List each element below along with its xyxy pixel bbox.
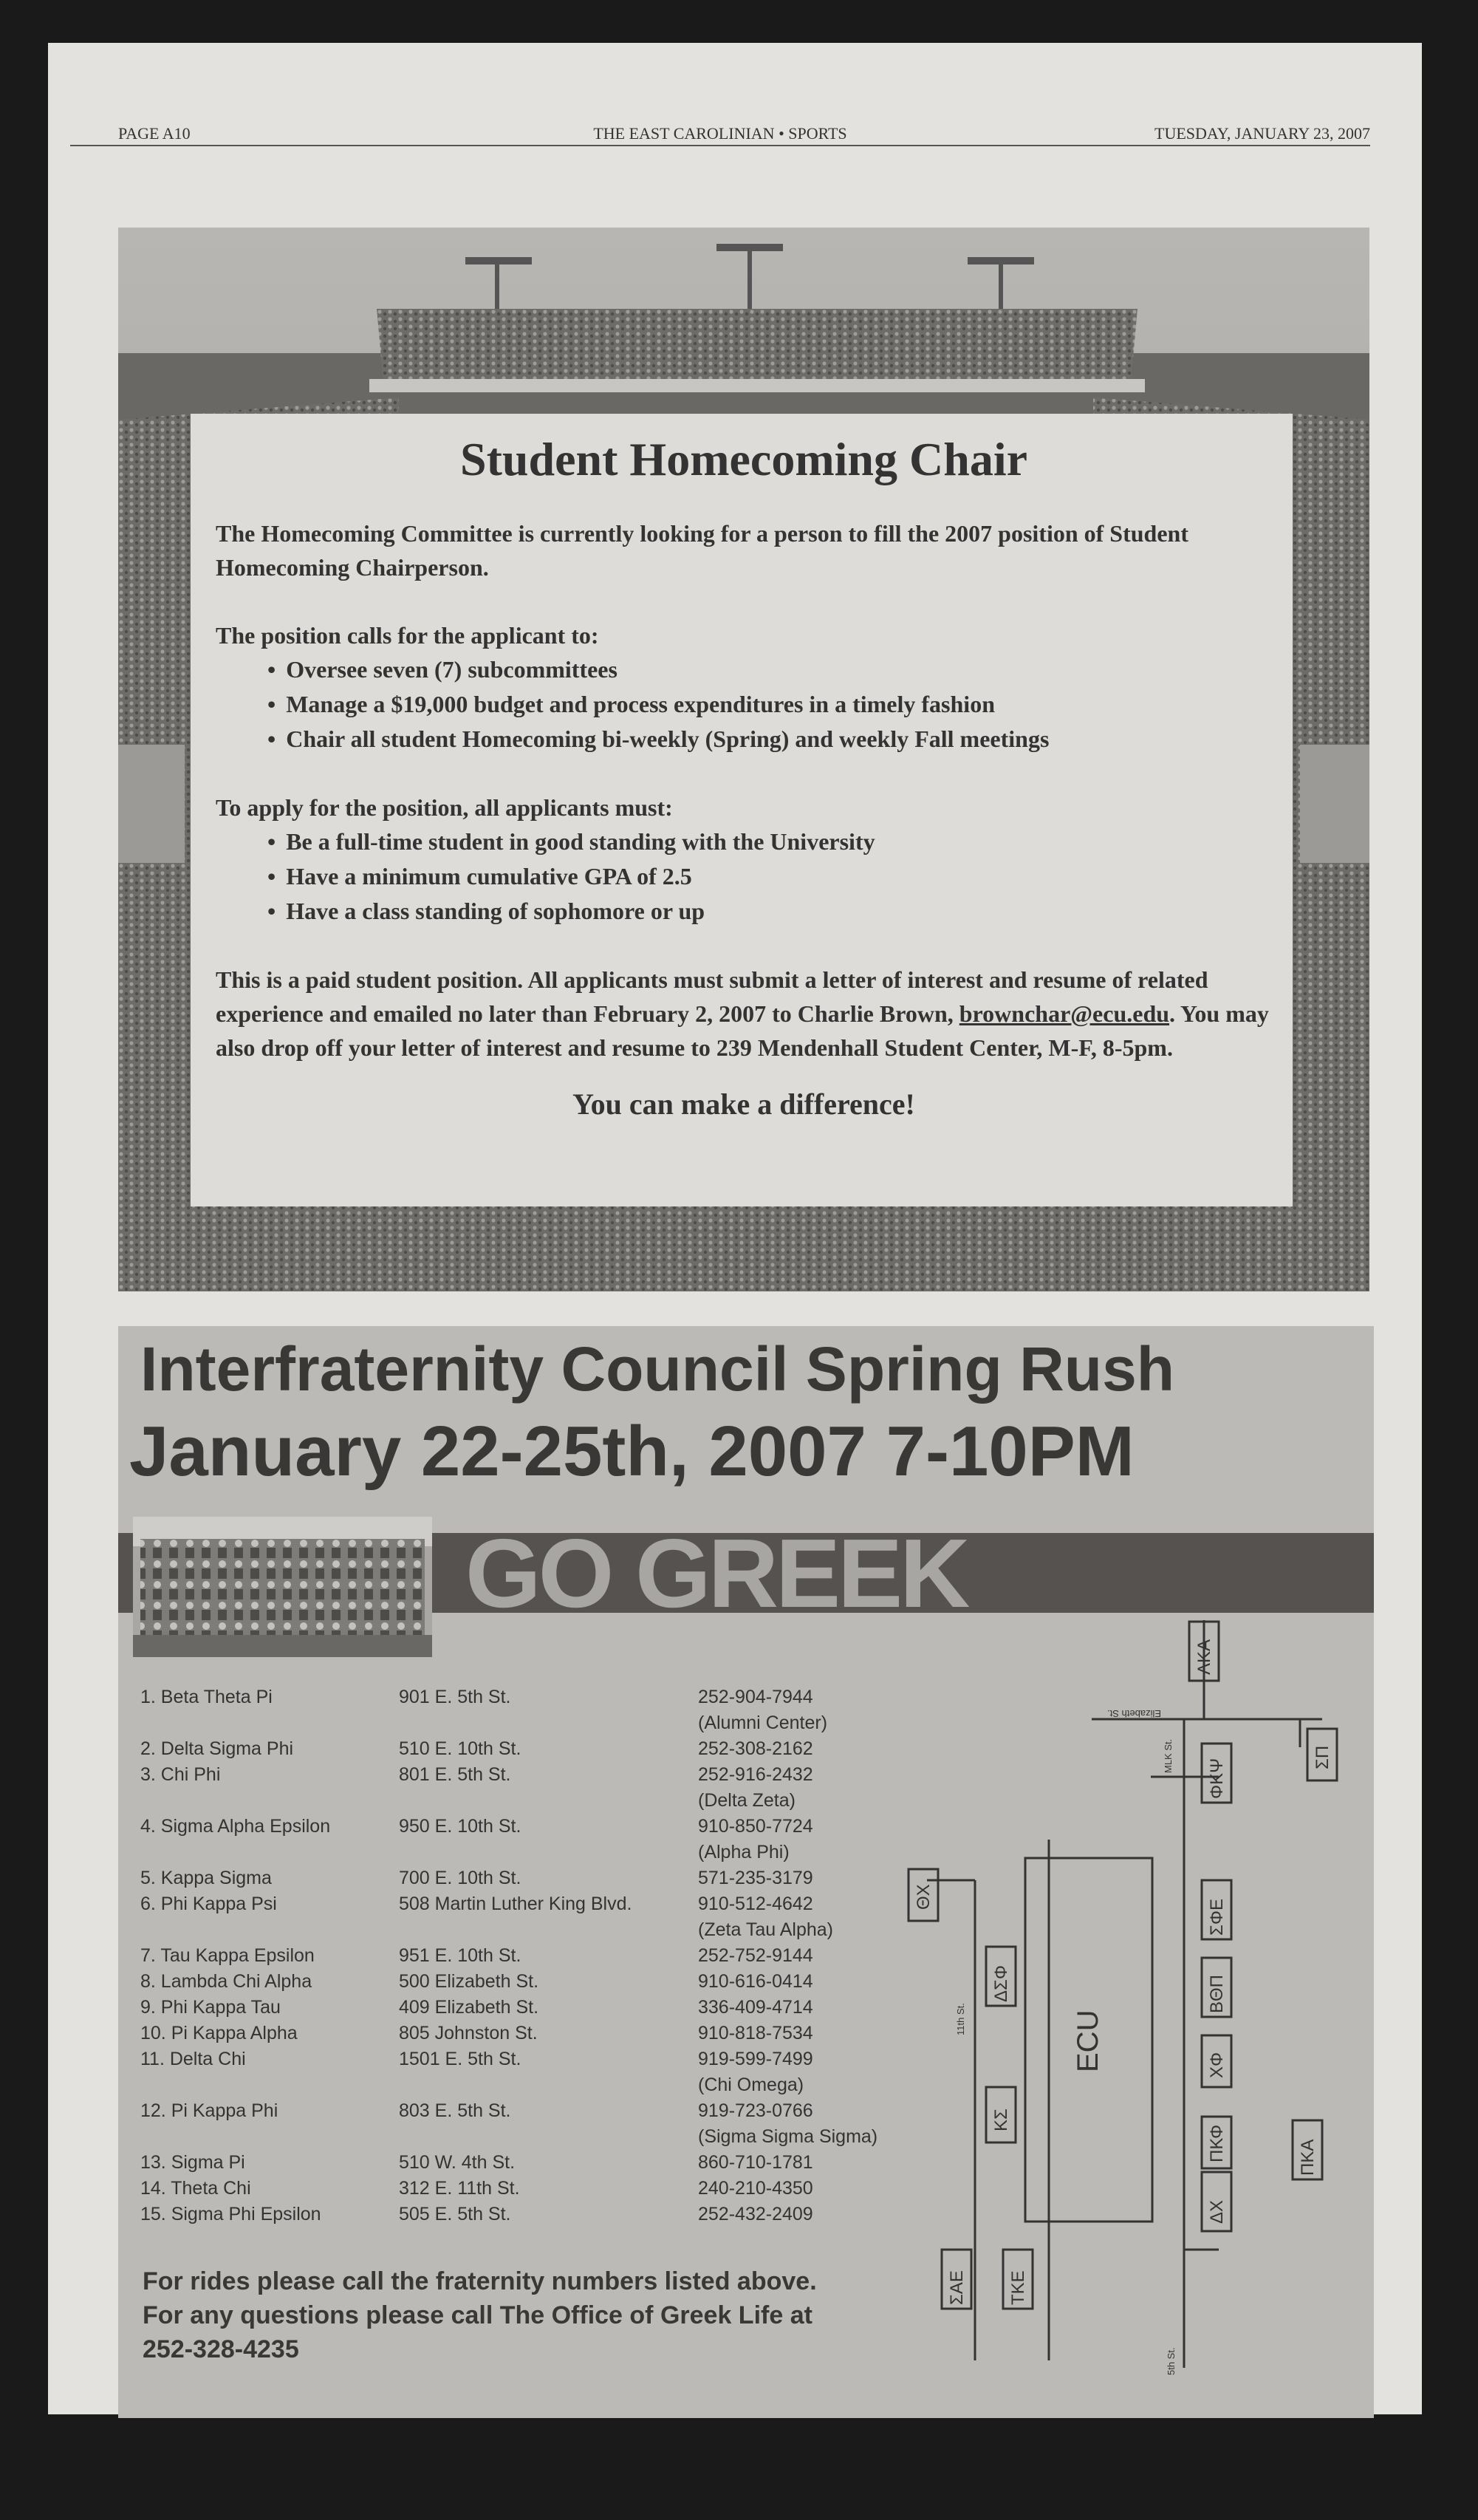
group-photo (133, 1517, 432, 1657)
house-label: ΒΘΠ (1207, 1974, 1227, 2013)
street-label: 5th St. (1166, 2347, 1177, 2375)
fraternity-address: 801 E. 5th St. (399, 1764, 511, 1785)
house-label: ΦΚΨ (1207, 1758, 1227, 1799)
fraternity-address: 803 E. 5th St. (399, 2100, 511, 2121)
street-label: Elizabeth St. (1107, 1708, 1161, 1719)
fraternity-phone: 919-723-0766 (698, 2100, 813, 2121)
apply-text: This is a paid student position. All applicants must submit a letter of interest and resume of related experience and emailed no later than February 2, 2007 to Charlie Brown, (216, 966, 1208, 1027)
fraternity-name: 7. Tau Kappa Epsilon (140, 1945, 315, 1966)
fraternity-phone: 910-512-4642 (698, 1894, 813, 1914)
fraternity-address: 510 E. 10th St. (399, 1738, 521, 1759)
apply-text-continued: . You may also drop off your letter of interest and resume to 239 Mendenhall Student Center, M-F, 8-5pm. (216, 1000, 1269, 1061)
fraternity-name: 14. Theta Chi (140, 2178, 251, 2199)
ad-intro: The Homecoming Committee is currently looking for a person to fill the 2007 position of Student Homecoming Chairperson. (216, 520, 1188, 581)
fraternity-address: 950 E. 10th St. (399, 1816, 521, 1837)
house-label: ΠΚΑ (1298, 2139, 1318, 2176)
duty-item: • Chair all student Homecoming bi-weekly (Spring) and weekly Fall meetings (267, 722, 1272, 757)
rush-dates: January 22-25th, 2007 7-10PM (129, 1412, 1135, 1491)
fraternity-note: (Sigma Sigma Sigma) (698, 2126, 878, 2147)
ad-title: Student Homecoming Chair (460, 433, 1027, 485)
page-number: PAGE A10 (118, 124, 191, 143)
fraternity-note: (Zeta Tau Alpha) (698, 1919, 833, 1940)
rush-footer (143, 2264, 817, 2366)
requirements-list (216, 824, 1272, 929)
duties-list (216, 652, 1272, 757)
greek-life-phone: 252-328-4235 (143, 2335, 299, 2363)
fraternity-phone: 910-818-7534 (698, 2023, 813, 2043)
fraternity-note: (Alumni Center) (698, 1713, 828, 1733)
house-label: ΣΦΕ (1207, 1899, 1227, 1936)
fraternity-name: 13. Sigma Pi (140, 2152, 245, 2173)
fraternity-phone: 860-710-1781 (698, 2152, 813, 2173)
fraternity-phone: 252-432-2409 (698, 2204, 813, 2224)
fraternity-name: 2. Delta Sigma Phi (140, 1738, 294, 1759)
fraternity-name: 8. Lambda Chi Alpha (140, 1971, 312, 1992)
fraternity-address: 409 Elizabeth St. (399, 1997, 539, 2018)
fraternity-phone: 919-599-7499 (698, 2049, 813, 2069)
house-label: ΘΧ (914, 1884, 934, 1910)
house-label: ΔΣΦ (991, 1964, 1011, 2002)
campus-map (894, 1614, 1366, 2375)
fraternity-address: 1501 E. 5th St. (399, 2049, 521, 2069)
duty-item: • Oversee seven (7) subcommittees (267, 652, 1272, 687)
footer-line: For any questions please call The Office of Greek Life at (143, 2301, 812, 2329)
fraternity-list (140, 1687, 879, 2248)
publication-name: THE EAST CAROLINIAN • SPORTS (593, 124, 847, 143)
duties-heading: The position calls for the applicant to: (216, 622, 599, 649)
fraternity-phone: 240-210-4350 (698, 2178, 813, 2199)
requirements-heading: To apply for the position, all applicants must: (216, 794, 673, 821)
ad-closing: You can make a difference! (572, 1087, 915, 1121)
fraternity-phone: 910-850-7724 (698, 1816, 813, 1837)
fraternity-address: 508 Martin Luther King Blvd. (399, 1894, 632, 1914)
fraternity-address: 951 E. 10th St. (399, 1945, 521, 1966)
fraternity-address: 505 E. 5th St. (399, 2204, 511, 2224)
fraternity-address: 510 W. 4th St. (399, 2152, 516, 2173)
fraternity-name: 1. Beta Theta Pi (140, 1687, 273, 1707)
fraternity-address: 700 E. 10th St. (399, 1868, 521, 1888)
fraternity-name: 15. Sigma Phi Epsilon (140, 2204, 321, 2224)
fraternity-phone: 252-916-2432 (698, 1764, 813, 1785)
fraternity-phone: 910-616-0414 (698, 1971, 813, 1992)
fraternity-name: 10. Pi Kappa Alpha (140, 2023, 298, 2043)
house-label: ΤΚΕ (1008, 2270, 1028, 2305)
fraternity-note: (Chi Omega) (698, 2075, 804, 2095)
house-label: ΔΧ (1207, 2199, 1227, 2224)
requirement-item: • Have a class standing of sophomore or up (267, 894, 1272, 929)
house-label: ΠΚΦ (1207, 2124, 1227, 2162)
campus-label: ECU (1072, 2009, 1104, 2072)
fraternity-address: 901 E. 5th St. (399, 1687, 511, 1707)
issue-date: TUESDAY, JANUARY 23, 2007 (1154, 124, 1370, 143)
contact-email-link[interactable]: brownchar@ecu.edu (959, 1000, 1170, 1027)
house-label: ΧΦ (1207, 2052, 1227, 2078)
fraternity-phone: 336-409-4714 (698, 1997, 813, 2018)
rush-title: Interfraternity Council Spring Rush (140, 1334, 1175, 1404)
fraternity-name: 3. Chi Phi (140, 1764, 221, 1785)
duty-item: • Manage a $19,000 budget and process expenditures in a timely fashion (267, 687, 1272, 722)
house-label: ΛΚΑ (1194, 1639, 1214, 1675)
house-label: ΚΣ (991, 2108, 1011, 2131)
apply-instructions (216, 963, 1272, 1065)
fraternity-name: 5. Kappa Sigma (140, 1868, 272, 1888)
house-label: ΣΑΕ (947, 2270, 967, 2305)
fraternity-address: 805 Johnston St. (399, 2023, 538, 2043)
homecoming-ad-text (216, 432, 1272, 1121)
go-greek-banner: GO GREEK (465, 1519, 968, 1628)
fraternity-note: (Alpha Phi) (698, 1842, 790, 1862)
fraternity-name: 12. Pi Kappa Phi (140, 2100, 278, 2121)
fraternity-address: 500 Elizabeth St. (399, 1971, 539, 1992)
fraternity-name: 9. Phi Kappa Tau (140, 1997, 281, 2018)
requirement-item: • Have a minimum cumulative GPA of 2.5 (267, 859, 1272, 894)
fraternity-note: (Delta Zeta) (698, 1790, 796, 1811)
street-label: 11th St. (955, 2003, 966, 2035)
page-header (70, 120, 1370, 146)
fraternity-name: 11. Delta Chi (140, 2049, 246, 2069)
house-label: ΣΠ (1313, 1745, 1332, 1769)
fraternity-phone: 252-752-9144 (698, 1945, 813, 1966)
fraternity-phone: 252-308-2162 (698, 1738, 813, 1759)
footer-line: For rides please call the fraternity numbers listed above. (143, 2267, 817, 2295)
fraternity-phone: 571-235-3179 (698, 1868, 813, 1888)
fraternity-name: 4. Sigma Alpha Epsilon (140, 1816, 331, 1837)
rush-ad (118, 1326, 1374, 2418)
fraternity-phone: 252-904-7944 (698, 1687, 813, 1707)
street-label: MLK St. (1163, 1738, 1174, 1773)
fraternity-name: 6. Phi Kappa Psi (140, 1894, 277, 1914)
requirement-item: • Be a full-time student in good standing with the University (267, 824, 1272, 859)
fraternity-address: 312 E. 11th St. (399, 2178, 520, 2199)
